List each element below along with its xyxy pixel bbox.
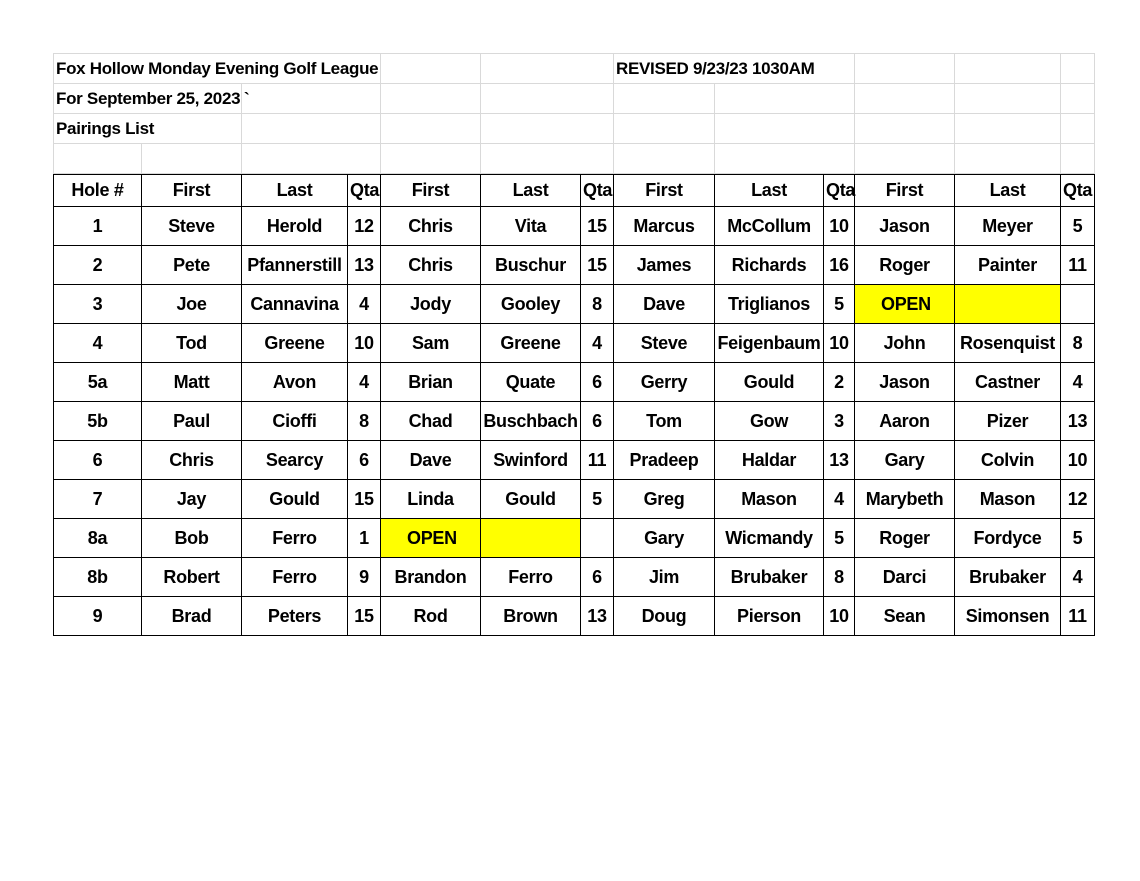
table-cell: 10 — [824, 324, 855, 363]
table-cell: Darci — [855, 558, 955, 597]
table-cell: Swinford — [481, 441, 581, 480]
table-cell: Meyer — [955, 207, 1061, 246]
table-cell: Gould — [481, 480, 581, 519]
table-cell: Pierson — [715, 597, 824, 636]
table-cell: Peters — [242, 597, 348, 636]
header-empty-cell — [955, 84, 1061, 114]
table-cell: 11 — [1061, 597, 1095, 636]
date-line: For September 25, 2023 — [54, 84, 242, 114]
open-slot-blank-cell — [955, 285, 1061, 324]
column-header: First — [614, 175, 715, 207]
table-cell: 15 — [348, 597, 381, 636]
table-cell: Feigenbaum — [715, 324, 824, 363]
header-empty-cell — [1061, 84, 1095, 114]
table-cell: Ferro — [481, 558, 581, 597]
header-empty-cell — [481, 144, 614, 174]
table-row — [54, 441, 1095, 480]
table-cell: Painter — [955, 246, 1061, 285]
table-cell: 4 — [348, 363, 381, 402]
hole-cell: 9 — [54, 597, 142, 636]
league-title: Fox Hollow Monday Evening Golf League — [54, 54, 381, 84]
header-empty-cell — [614, 144, 715, 174]
header-empty-cell — [381, 84, 481, 114]
table-cell: Sam — [381, 324, 481, 363]
hole-cell: 5a — [54, 363, 142, 402]
header-empty-cell — [855, 114, 955, 144]
table-cell: 13 — [581, 597, 614, 636]
table-cell: 4 — [581, 324, 614, 363]
column-header: First — [142, 175, 242, 207]
header-empty-cell — [855, 54, 955, 84]
table-cell: 6 — [348, 441, 381, 480]
table-cell: Tod — [142, 324, 242, 363]
table-cell: 8 — [348, 402, 381, 441]
table-row — [54, 324, 1095, 363]
table-cell: Sean — [855, 597, 955, 636]
header-empty-cell — [715, 114, 855, 144]
table-cell: Searcy — [242, 441, 348, 480]
table-cell: 9 — [348, 558, 381, 597]
table-cell: Marybeth — [855, 480, 955, 519]
header-empty-cell — [715, 144, 855, 174]
table-cell: McCollum — [715, 207, 824, 246]
table-row — [54, 480, 1095, 519]
table-cell: 6 — [581, 402, 614, 441]
table-cell: 5 — [1061, 519, 1095, 558]
header-empty-cell — [955, 114, 1061, 144]
hole-cell: 3 — [54, 285, 142, 324]
table-cell: 10 — [824, 597, 855, 636]
table-row — [54, 558, 1095, 597]
table-cell: Gooley — [481, 285, 581, 324]
table-cell: Pradeep — [614, 441, 715, 480]
table-cell: Pizer — [955, 402, 1061, 441]
table-cell: Gould — [715, 363, 824, 402]
hole-cell: 1 — [54, 207, 142, 246]
table-cell: Tom — [614, 402, 715, 441]
table-cell — [1061, 285, 1095, 324]
table-cell: 4 — [348, 285, 381, 324]
header-empty-cell — [242, 114, 381, 144]
spreadsheet — [53, 53, 1094, 636]
column-header: First — [381, 175, 481, 207]
table-cell: Brian — [381, 363, 481, 402]
column-header: Last — [242, 175, 348, 207]
header-empty-cell — [381, 54, 481, 84]
table-cell: 10 — [348, 324, 381, 363]
table-cell: Jason — [855, 207, 955, 246]
table-cell: Quate — [481, 363, 581, 402]
table-cell: Roger — [855, 246, 955, 285]
table-cell: Steve — [614, 324, 715, 363]
table-cell: Triglianos — [715, 285, 824, 324]
table-cell: 5 — [824, 519, 855, 558]
table-cell: 11 — [581, 441, 614, 480]
header-empty-cell — [715, 84, 855, 114]
table-cell: Linda — [381, 480, 481, 519]
table-cell: 15 — [581, 246, 614, 285]
table-cell: Avon — [242, 363, 348, 402]
table-cell: Robert — [142, 558, 242, 597]
table-cell: Chris — [381, 246, 481, 285]
header-empty-cell — [1061, 114, 1095, 144]
table-cell: 15 — [348, 480, 381, 519]
table-cell: Bob — [142, 519, 242, 558]
pairings-table — [53, 174, 1095, 636]
table-cell: Brandon — [381, 558, 481, 597]
table-cell: Herold — [242, 207, 348, 246]
table-cell: Fordyce — [955, 519, 1061, 558]
column-header: Qta — [348, 175, 381, 207]
table-cell: Jason — [855, 363, 955, 402]
table-cell: 13 — [824, 441, 855, 480]
table-row — [54, 597, 1095, 636]
table-row — [54, 519, 1095, 558]
header-empty-cell — [481, 84, 614, 114]
table-cell: Rod — [381, 597, 481, 636]
header-empty-cell — [1061, 54, 1095, 84]
table-cell: 8 — [581, 285, 614, 324]
table-cell: 8 — [824, 558, 855, 597]
table-cell: John — [855, 324, 955, 363]
table-row — [54, 402, 1095, 441]
column-header: First — [855, 175, 955, 207]
table-cell: 10 — [824, 207, 855, 246]
table-cell: Greene — [481, 324, 581, 363]
header-empty-cell — [955, 54, 1061, 84]
open-slot-blank-cell — [481, 519, 581, 558]
hole-cell: 8b — [54, 558, 142, 597]
header-empty-cell — [855, 144, 955, 174]
hole-cell: 2 — [54, 246, 142, 285]
table-cell: Buschbach — [481, 402, 581, 441]
table-cell: Pfannerstill — [242, 246, 348, 285]
table-cell: Colvin — [955, 441, 1061, 480]
column-header: Qta — [581, 175, 614, 207]
table-cell: Buschur — [481, 246, 581, 285]
column-header: Last — [955, 175, 1061, 207]
table-cell: Gow — [715, 402, 824, 441]
table-cell: Wicmandy — [715, 519, 824, 558]
table-cell: 6 — [581, 363, 614, 402]
table-cell: Jody — [381, 285, 481, 324]
table-cell: 5 — [824, 285, 855, 324]
table-row — [54, 207, 1095, 246]
table-cell: Gary — [855, 441, 955, 480]
header-empty-cell — [381, 114, 481, 144]
table-cell: Joe — [142, 285, 242, 324]
table-cell: Mason — [715, 480, 824, 519]
stray-mark: ` — [242, 84, 381, 114]
header-empty-cell — [481, 114, 614, 144]
table-cell: Dave — [614, 285, 715, 324]
table-cell: Roger — [855, 519, 955, 558]
table-cell: Castner — [955, 363, 1061, 402]
table-cell: Jay — [142, 480, 242, 519]
table-cell: 10 — [1061, 441, 1095, 480]
table-cell: Pete — [142, 246, 242, 285]
column-header: Last — [481, 175, 581, 207]
table-cell: 13 — [1061, 402, 1095, 441]
table-cell: 4 — [1061, 558, 1095, 597]
header-empty-cell — [1061, 144, 1095, 174]
table-cell: Ferro — [242, 558, 348, 597]
open-slot-cell: OPEN — [381, 519, 481, 558]
table-cell: 16 — [824, 246, 855, 285]
table-cell: Brad — [142, 597, 242, 636]
table-cell: 11 — [1061, 246, 1095, 285]
header-empty-cell — [614, 84, 715, 114]
revised-note: REVISED 9/23/23 1030AM — [614, 54, 855, 84]
table-cell: 6 — [581, 558, 614, 597]
table-cell: Gerry — [614, 363, 715, 402]
hole-cell: 5b — [54, 402, 142, 441]
table-cell: Simonsen — [955, 597, 1061, 636]
table-cell: Brubaker — [955, 558, 1061, 597]
table-cell: 12 — [348, 207, 381, 246]
table-cell: Vita — [481, 207, 581, 246]
header-empty-cell — [381, 144, 481, 174]
column-header: Hole # — [54, 175, 142, 207]
table-cell: Marcus — [614, 207, 715, 246]
table-cell — [581, 519, 614, 558]
table-cell: Rosenquist — [955, 324, 1061, 363]
header-empty-cell — [142, 144, 242, 174]
table-cell: Matt — [142, 363, 242, 402]
column-header: Qta — [1061, 175, 1095, 207]
table-cell: Greg — [614, 480, 715, 519]
table-cell: Richards — [715, 246, 824, 285]
table-cell: Brown — [481, 597, 581, 636]
table-cell: 5 — [581, 480, 614, 519]
table-cell: 3 — [824, 402, 855, 441]
table-cell: Doug — [614, 597, 715, 636]
table-cell: Haldar — [715, 441, 824, 480]
header-empty-cell — [855, 84, 955, 114]
column-header: Qta — [824, 175, 855, 207]
table-cell: 8 — [1061, 324, 1095, 363]
header-empty-cell — [481, 54, 614, 84]
table-cell: Greene — [242, 324, 348, 363]
table-cell: 4 — [824, 480, 855, 519]
header-empty-cell — [955, 144, 1061, 174]
table-cell: James — [614, 246, 715, 285]
hole-cell: 7 — [54, 480, 142, 519]
table-cell: Chris — [381, 207, 481, 246]
open-slot-cell: OPEN — [855, 285, 955, 324]
table-cell: Paul — [142, 402, 242, 441]
header-empty-cell — [242, 144, 381, 174]
table-row — [54, 363, 1095, 402]
column-header: Last — [715, 175, 824, 207]
table-cell: 4 — [1061, 363, 1095, 402]
column-header-row — [54, 175, 1095, 207]
table-cell: 13 — [348, 246, 381, 285]
table-cell: 15 — [581, 207, 614, 246]
table-cell: Brubaker — [715, 558, 824, 597]
table-cell: Jim — [614, 558, 715, 597]
table-cell: Cannavina — [242, 285, 348, 324]
table-cell: 2 — [824, 363, 855, 402]
table-cell: Chad — [381, 402, 481, 441]
hole-cell: 8a — [54, 519, 142, 558]
table-cell: Dave — [381, 441, 481, 480]
header-empty-cell — [614, 114, 715, 144]
table-cell: 12 — [1061, 480, 1095, 519]
table-row — [54, 246, 1095, 285]
table-cell: 1 — [348, 519, 381, 558]
table-cell: Chris — [142, 441, 242, 480]
table-cell: Steve — [142, 207, 242, 246]
table-cell: Ferro — [242, 519, 348, 558]
hole-cell: 6 — [54, 441, 142, 480]
hole-cell: 4 — [54, 324, 142, 363]
header-empty-cell — [54, 144, 142, 174]
table-cell: 5 — [1061, 207, 1095, 246]
table-cell: Gary — [614, 519, 715, 558]
table-row — [54, 285, 1095, 324]
list-title: Pairings List — [54, 114, 242, 144]
table-cell: Aaron — [855, 402, 955, 441]
table-cell: Gould — [242, 480, 348, 519]
header-table — [53, 53, 1095, 174]
table-cell: Cioffi — [242, 402, 348, 441]
table-cell: Mason — [955, 480, 1061, 519]
